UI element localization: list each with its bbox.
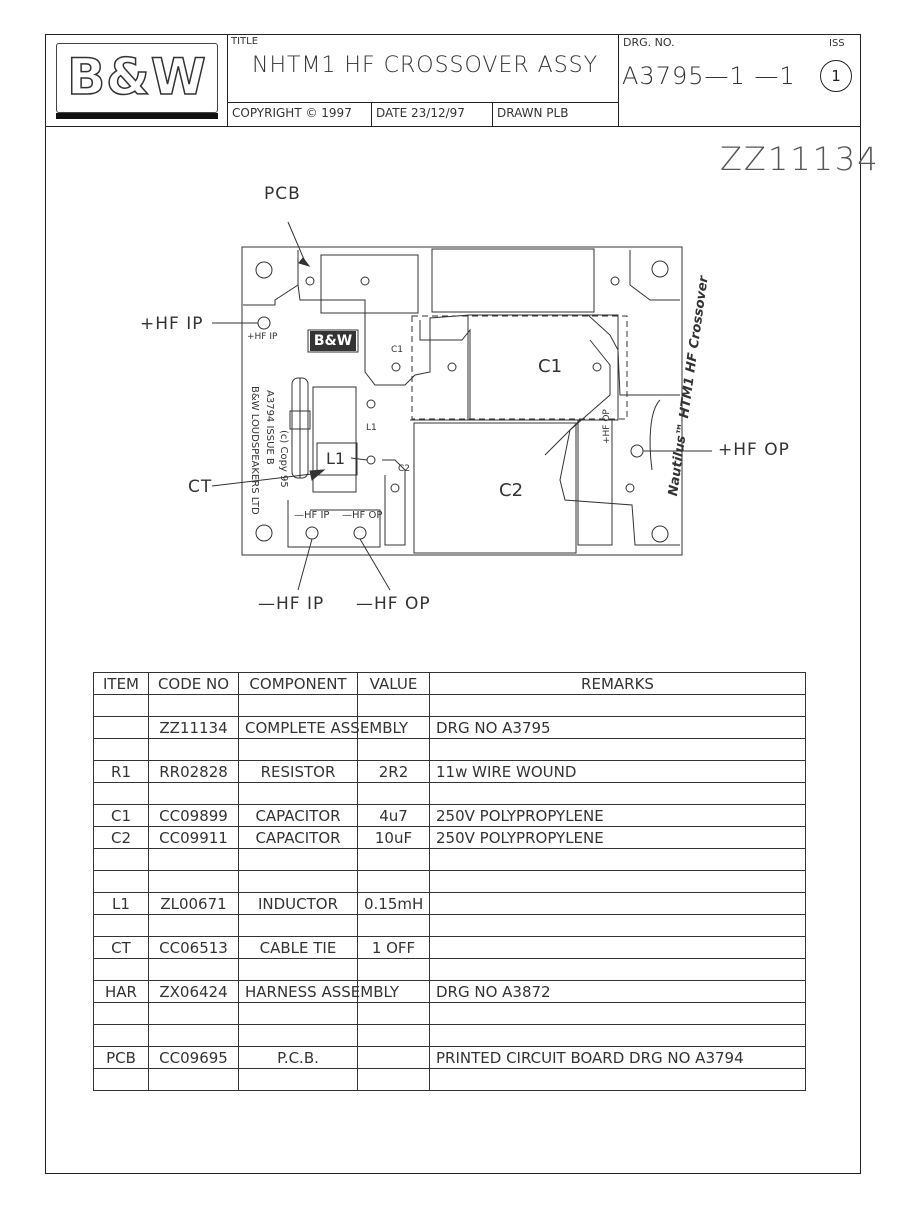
cell-remarks — [430, 937, 806, 959]
pad-l1-top — [367, 400, 375, 408]
cell-item: PCB — [94, 1047, 149, 1069]
pad-hf-op-plus — [631, 445, 643, 457]
cell-component: INDUCTOR — [239, 893, 358, 915]
cell-item: R1 — [94, 761, 149, 783]
mounting-hole-tl — [256, 262, 272, 278]
cell-item — [94, 871, 149, 893]
cell-value — [358, 1047, 430, 1069]
cell-code: ZL00671 — [149, 893, 239, 915]
cell-item: L1 — [94, 893, 149, 915]
cell-component: CAPACITOR — [239, 827, 358, 849]
title-label: TITLE — [231, 36, 259, 47]
cell-remarks: 11w WIRE WOUND — [430, 761, 806, 783]
callout-ct: CT — [188, 477, 213, 497]
cell-component — [239, 959, 358, 981]
l1-frame — [313, 387, 356, 492]
cell-remarks: DRG NO A3872 — [430, 981, 806, 1003]
cell-component — [239, 1003, 358, 1025]
mounting-hole-bl — [256, 525, 272, 541]
cell-component — [239, 915, 358, 937]
cell-value — [358, 695, 430, 717]
bill-of-materials — [93, 672, 806, 1091]
cell-component: P.C.B. — [239, 1047, 358, 1069]
leader-l1 — [351, 458, 367, 460]
cell-value — [358, 1003, 430, 1025]
pad-r1-right — [361, 277, 369, 285]
callout-hf-op-plus: +HF OP — [718, 440, 790, 460]
cell-value — [358, 783, 430, 805]
table-row — [94, 1025, 806, 1047]
cell-code: ZX06424 — [149, 981, 239, 1003]
cell-value — [358, 871, 430, 893]
cell-item — [94, 695, 149, 717]
cell-component — [239, 1025, 358, 1047]
cell-code — [149, 695, 239, 717]
cell-item: HAR — [94, 981, 149, 1003]
cell-item — [94, 915, 149, 937]
capacitor-c1-dashed — [412, 316, 627, 419]
assembly-code: ZZ11134 — [720, 140, 880, 178]
cell-component: CAPACITOR — [239, 805, 358, 827]
issue-number: 1 — [820, 60, 852, 92]
board-label-c1: C1 — [538, 356, 563, 377]
cell-value — [358, 849, 430, 871]
table-row — [94, 783, 806, 805]
drawing-title: NHTM1 HF CROSSOVER ASSY — [252, 53, 599, 78]
pad-c2-right — [626, 484, 634, 492]
cell-component — [239, 849, 358, 871]
cell-component: CABLE TIE — [239, 937, 358, 959]
cell-item — [94, 959, 149, 981]
cell-code — [149, 1025, 239, 1047]
cell-component — [239, 783, 358, 805]
bw-logo: B&W — [62, 47, 212, 107]
cell-item — [94, 783, 149, 805]
board-label-c2: C2 — [499, 480, 524, 501]
resistor-r1 — [321, 255, 418, 313]
cell-remarks — [430, 783, 806, 805]
cell-remarks: PRINTED CIRCUIT BOARD DRG NO A3794 — [430, 1047, 806, 1069]
board-label-issue: A3794 ISSUE B — [264, 390, 275, 465]
table-row — [94, 937, 806, 959]
cell-value — [358, 915, 430, 937]
mounting-hole-br — [652, 526, 668, 542]
cell-remarks — [430, 915, 806, 937]
cell-code — [149, 871, 239, 893]
cell-value — [358, 959, 430, 981]
cell-remarks — [430, 1069, 806, 1091]
leader-pcb-arrow — [299, 258, 309, 266]
cell-item — [94, 1069, 149, 1091]
cell-code: CC09899 — [149, 805, 239, 827]
header-component: COMPONENT — [239, 673, 358, 695]
cell-remarks — [430, 1025, 806, 1047]
cell-remarks — [430, 1003, 806, 1025]
board-logo: B&W — [310, 331, 356, 351]
board-label-hf-op-plus: +HF OP — [602, 409, 612, 444]
table-row — [94, 981, 806, 1003]
board-label-hf-op-minus: —HF OP — [342, 510, 383, 521]
table-row — [94, 827, 806, 849]
pad-c2-left — [391, 484, 399, 492]
bom-body — [94, 695, 806, 1091]
cell-value: 4u7 — [358, 805, 430, 827]
table-row — [94, 1003, 806, 1025]
callout-hf-ip-minus: —HF IP — [258, 594, 325, 614]
cell-remarks — [430, 849, 806, 871]
table-row — [94, 739, 806, 761]
cell-code: RR02828 — [149, 761, 239, 783]
pad-c1-small — [392, 363, 400, 371]
cell-item: C1 — [94, 805, 149, 827]
pad-c1-right — [593, 363, 601, 371]
cell-code: CC06513 — [149, 937, 239, 959]
header-value: VALUE — [358, 673, 430, 695]
cell-item — [94, 1003, 149, 1025]
cell-code — [149, 915, 239, 937]
brand-swoosh — [650, 400, 660, 470]
table-row — [94, 1069, 806, 1091]
capacitor-top — [432, 249, 594, 312]
cell-value: 0.15mH — [358, 893, 430, 915]
cell-item — [94, 739, 149, 761]
cell-item — [94, 717, 149, 739]
cell-component: RESISTOR — [239, 761, 358, 783]
trace-mid — [410, 320, 470, 420]
board-label-hf-ip-minus: —HF IP — [294, 510, 330, 521]
cell-value — [358, 739, 430, 761]
drawing-number: A3795—1 —1 — [622, 62, 796, 90]
cell-component — [239, 739, 358, 761]
pad-top-right — [611, 277, 619, 285]
cell-value: 1 OFF — [358, 937, 430, 959]
table-row — [94, 717, 806, 739]
bom-header-row — [94, 673, 806, 695]
table-row — [94, 805, 806, 827]
cell-value — [358, 1025, 430, 1047]
cell-code: ZZ11134 — [149, 717, 239, 739]
trace-top-left — [243, 250, 298, 305]
cell-remarks — [430, 959, 806, 981]
cell-remarks — [430, 739, 806, 761]
table-row — [94, 959, 806, 981]
cell-component — [239, 695, 358, 717]
cell-remarks: 250V POLYPROPYLENE — [430, 805, 806, 827]
cell-value — [358, 1069, 430, 1091]
table-row — [94, 1047, 806, 1069]
pad-hf-ip-minus — [306, 527, 318, 539]
board-label-c1-small: C1 — [391, 345, 404, 355]
cell-component — [239, 871, 358, 893]
cell-remarks: 250V POLYPROPYLENE — [430, 827, 806, 849]
table-row — [94, 871, 806, 893]
callout-hf-ip-plus: +HF IP — [140, 314, 204, 334]
board-label-copy: (c) Copy 95 — [278, 430, 289, 488]
drawn-text: DRAWN PLB — [497, 106, 569, 120]
cell-code — [149, 1003, 239, 1025]
cell-component: COMPLETE ASSEMBLY — [239, 717, 358, 739]
cell-code — [149, 1069, 239, 1091]
mounting-hole-tr — [652, 261, 668, 277]
cell-remarks — [430, 695, 806, 717]
board-brand: Nautilus™ HTM1 HF Crossover — [666, 275, 712, 498]
cell-code — [149, 739, 239, 761]
date-text: DATE 23/12/97 — [376, 106, 465, 120]
table-row — [94, 761, 806, 783]
table-row — [94, 893, 806, 915]
cell-component: HARNESS ASSEMBLY — [239, 981, 358, 1003]
cell-remarks: DRG NO A3795 — [430, 717, 806, 739]
table-row — [94, 695, 806, 717]
header-item: ITEM — [94, 673, 149, 695]
copyright-text: COPYRIGHT © 1997 — [232, 106, 352, 120]
table-row — [94, 849, 806, 871]
trace-bottom-left — [288, 500, 383, 547]
cell-code — [149, 849, 239, 871]
board-label-company: B&W LOUDSPEAKERS LTD — [249, 386, 260, 515]
pad-hf-op-minus — [354, 527, 366, 539]
cell-code: CC09695 — [149, 1047, 239, 1069]
issue-label: ISS — [829, 38, 845, 49]
pad-hf-ip-plus — [258, 317, 270, 329]
cell-component — [239, 1069, 358, 1091]
callout-hf-op-minus: —HF OP — [356, 594, 431, 614]
cell-value: 2R2 — [358, 761, 430, 783]
cell-remarks — [430, 871, 806, 893]
header-code: CODE NO — [149, 673, 239, 695]
drg-no-label: DRG. NO. — [623, 36, 675, 49]
pad-c1-left — [448, 363, 456, 371]
board-label-c2-small: C2 — [398, 464, 411, 474]
cell-item — [94, 849, 149, 871]
board-label-hf-ip-plus: +HF IP — [247, 332, 278, 342]
board-label-l1-small: L1 — [366, 423, 377, 433]
cell-remarks — [430, 893, 806, 915]
cell-code: CC09911 — [149, 827, 239, 849]
cell-item — [94, 1025, 149, 1047]
header-remarks: REMARKS — [430, 673, 806, 695]
cell-code — [149, 959, 239, 981]
cell-item: C2 — [94, 827, 149, 849]
cell-value: 10uF — [358, 827, 430, 849]
capacitor-c2 — [414, 423, 576, 553]
callout-pcb: PCB — [264, 184, 301, 204]
pad-r1-left — [306, 277, 314, 285]
leader-ct — [212, 473, 320, 486]
table-row — [94, 915, 806, 937]
pad-l1 — [367, 456, 375, 464]
cell-item: CT — [94, 937, 149, 959]
cell-code — [149, 783, 239, 805]
board-label-l1: L1 — [326, 449, 346, 468]
